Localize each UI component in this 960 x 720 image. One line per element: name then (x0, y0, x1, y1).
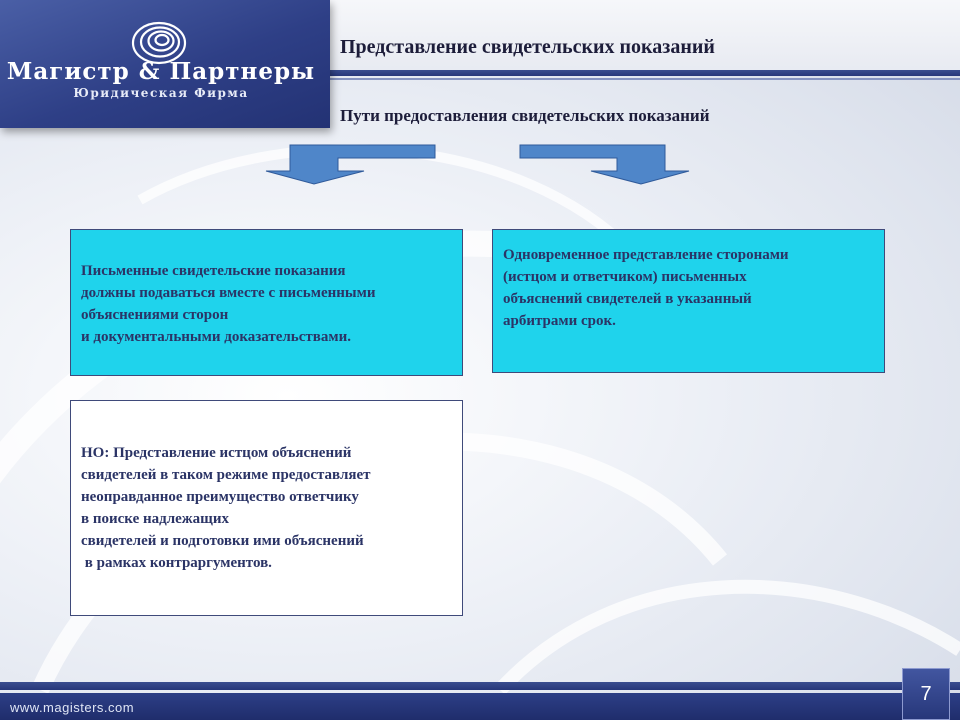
box-text-line: объяснениями сторон (81, 307, 229, 323)
website-link[interactable]: www.magisters.com (10, 700, 135, 715)
footer-divider (0, 682, 960, 690)
box-text-line: неоправданное преимущество ответчику (81, 489, 359, 505)
box-text-line: в поиске надлежащих (81, 511, 229, 527)
section-subtitle: Пути предоставления свидетельских показаний (340, 106, 710, 125)
footer-bar (0, 693, 960, 720)
box-text-line: объяснений свидетелей в указанный (503, 291, 752, 307)
logo-company-subtitle: Юридическая Фирма (73, 86, 249, 100)
logo-panel (0, 0, 330, 128)
box-text-line: свидетелей и подготовки ими объяснений (81, 533, 364, 549)
box-text-line: арбитрами срок. (503, 313, 616, 329)
page-number: 7 (902, 668, 950, 720)
box-text-line: НО: Представление истцом объяснений (81, 445, 352, 461)
box-text-line: свидетелей в таком режиме предоставляет (81, 467, 371, 483)
box-text-line: и документальными доказательствами. (81, 329, 351, 345)
page-title: Представление свидетельских показаний (340, 36, 715, 58)
logo-company-name: Магистр & Партнеры (6, 58, 316, 85)
simultaneous-submission-box (492, 229, 885, 373)
written-testimony-box (70, 229, 463, 376)
box-text-line: (истцом и ответчиком) письменных (503, 269, 747, 285)
right-arrow-icon (520, 145, 689, 184)
left-arrow-icon (266, 145, 435, 184)
branch-arrows (260, 140, 700, 190)
box-text-line: Одновременное представление сторонами (503, 247, 789, 263)
header-divider-thin (330, 78, 960, 80)
header-divider (330, 70, 960, 76)
box-text-line: Письменные свидетельские показания (81, 263, 346, 279)
box-text-line: в рамках контраргументов. (81, 555, 272, 571)
caveat-note-box (70, 400, 463, 616)
box-text-line: должны подаваться вместе с письменными (81, 285, 376, 301)
